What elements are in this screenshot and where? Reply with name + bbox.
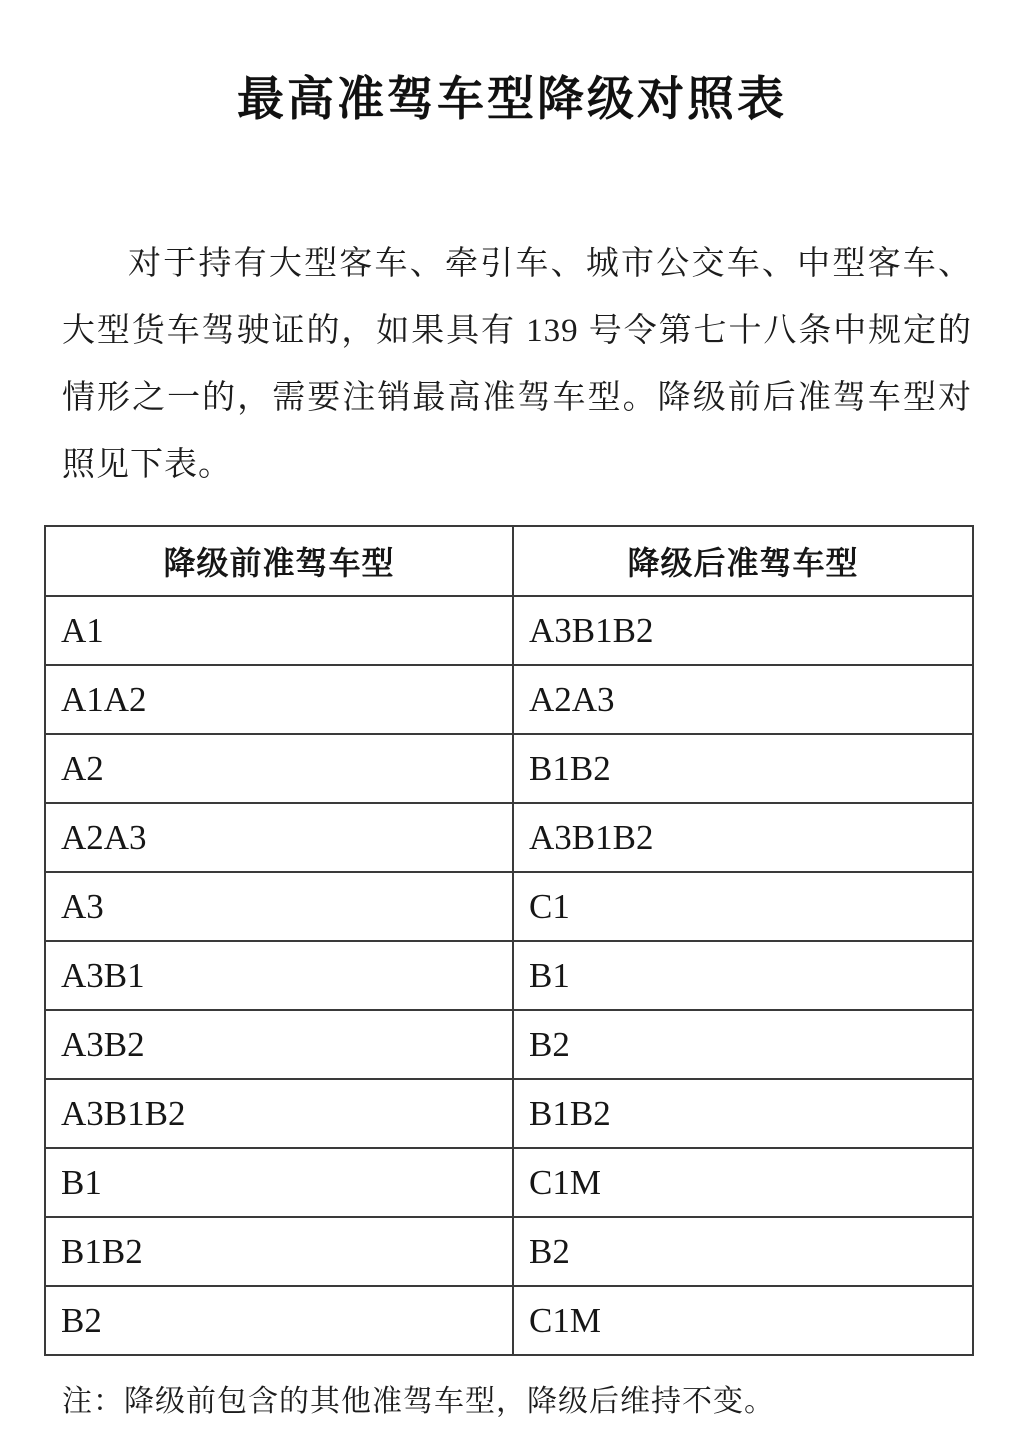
table-row bbox=[45, 1079, 973, 1148]
cell-after: A3B1B2 bbox=[513, 803, 973, 872]
cell-before: A3B1 bbox=[45, 941, 513, 1010]
cell-after: B1 bbox=[513, 941, 973, 1010]
table-row bbox=[45, 803, 973, 872]
cell-before: B1B2 bbox=[45, 1217, 513, 1286]
cell-before: A2A3 bbox=[45, 803, 513, 872]
table-row bbox=[45, 1286, 973, 1355]
intro-paragraph: 对于持有大型客车、牵引车、城市公交车、中型客车、大型货车驾驶证的，如果具有 139 号令第七十八条中规定的情形之一的，需要注销最高准驾车型。降级前后准驾车型对照见下表。 bbox=[62, 246, 972, 483]
table-header-row bbox=[45, 526, 973, 596]
cell-before: A3B2 bbox=[45, 1010, 513, 1079]
cell-after: B1B2 bbox=[513, 1079, 973, 1148]
table-row bbox=[45, 872, 973, 941]
cell-after: C1 bbox=[513, 872, 973, 941]
cell-before: A3 bbox=[45, 872, 513, 941]
cell-before: A1A2 bbox=[45, 665, 513, 734]
table-row bbox=[45, 941, 973, 1010]
footnote: 注：降级前包含的其他准驾车型，降级后维持不变。 bbox=[62, 1385, 775, 1418]
cell-before: A3B1B2 bbox=[45, 1079, 513, 1148]
cell-before: A1 bbox=[45, 596, 513, 665]
cell-before: B1 bbox=[45, 1148, 513, 1217]
table-row bbox=[45, 1217, 973, 1286]
cell-after: B2 bbox=[513, 1217, 973, 1286]
table-row bbox=[45, 1148, 973, 1217]
cell-before: B2 bbox=[45, 1286, 513, 1355]
cell-after: A3B1B2 bbox=[513, 596, 973, 665]
table-row bbox=[45, 665, 973, 734]
cell-after: C1M bbox=[513, 1286, 973, 1355]
table-row bbox=[45, 1010, 973, 1079]
cell-after: C1M bbox=[513, 1148, 973, 1217]
downgrade-comparison-table bbox=[44, 525, 974, 1356]
cell-after: B1B2 bbox=[513, 734, 973, 803]
table-row bbox=[45, 734, 973, 803]
page-title: 最高准驾车型降级对照表 bbox=[237, 74, 787, 126]
table-row bbox=[45, 596, 973, 665]
cell-after: A2A3 bbox=[513, 665, 973, 734]
header-before-downgrade: 降级前准驾车型 bbox=[45, 526, 513, 596]
header-after-downgrade: 降级后准驾车型 bbox=[513, 526, 973, 596]
cell-after: B2 bbox=[513, 1010, 973, 1079]
cell-before: A2 bbox=[45, 734, 513, 803]
